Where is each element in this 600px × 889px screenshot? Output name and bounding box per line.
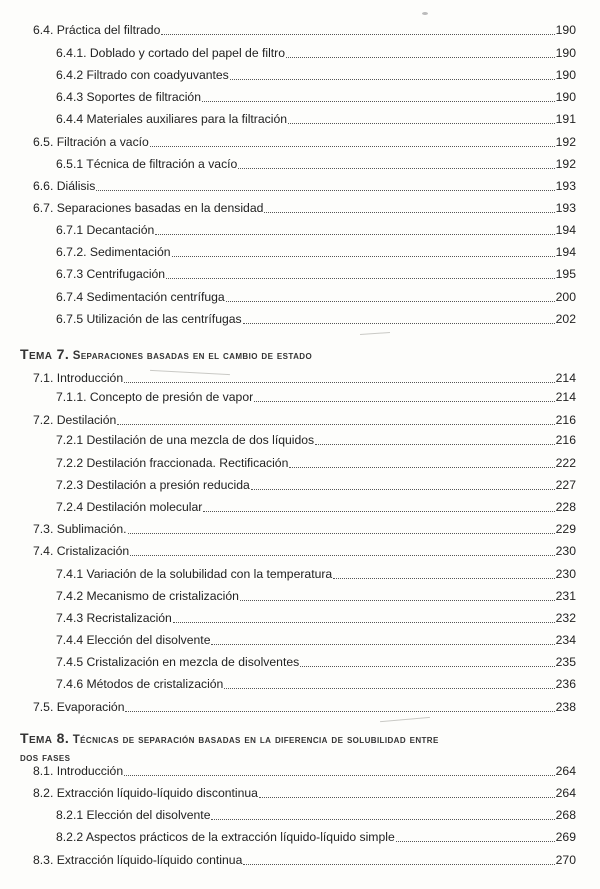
dot-leader: [202, 91, 555, 102]
toc-entry[interactable]: [56, 389, 576, 405]
toc-entry-title: 8.2.2 Aspectos prácticos de la extracción líquido-líquido simple: [56, 830, 395, 844]
toc-entry-title: 7.1. Introducción: [33, 371, 124, 385]
toc-entry-page-number: 216: [555, 413, 576, 427]
toc-entry[interactable]: [33, 521, 576, 537]
dot-leader: [117, 414, 554, 425]
dot-leader: [173, 612, 555, 623]
toc-entry-page-number: 236: [555, 677, 576, 691]
toc-entry-title: 6.7.3 Centrifugación: [56, 267, 166, 281]
toc-entry-page-number: 190: [555, 90, 576, 104]
toc-entry[interactable]: [33, 134, 576, 150]
toc-entry-title: 7.4.1 Variación de la solubilidad con la temperatura: [56, 567, 333, 581]
toc-entry[interactable]: [56, 266, 576, 282]
scan-mark: [360, 332, 390, 335]
toc-entry-title: 8.1. Introducción: [33, 764, 124, 778]
toc-entry-title: 6.7.4 Sedimentación centrífuga: [56, 290, 225, 304]
dot-leader: [243, 313, 555, 324]
toc-entry[interactable]: [56, 829, 576, 845]
dot-leader: [211, 809, 554, 820]
toc-entry[interactable]: [56, 156, 576, 172]
toc-entry-title: 7.4.3 Recristalización: [56, 611, 172, 625]
toc-entry-title: 7.5. Evaporación: [33, 700, 125, 714]
toc-entry-page-number: 230: [555, 567, 576, 581]
toc-entry[interactable]: [56, 610, 576, 626]
dot-leader: [150, 136, 555, 147]
toc-entry-page-number: 214: [555, 390, 576, 404]
toc-entry-page-number: 264: [555, 764, 576, 778]
toc-entry[interactable]: [33, 412, 576, 428]
dot-leader: [300, 656, 554, 667]
toc-entry[interactable]: [56, 432, 576, 448]
toc-entry-page-number: 228: [555, 500, 576, 514]
toc-entry-title: 7.2.4 Destilación molecular: [56, 500, 203, 514]
scan-speck: [422, 12, 428, 15]
toc-entry-page-number: 190: [555, 68, 576, 82]
toc-entry-title: 7.3. Sublimación.: [33, 522, 127, 536]
toc-entry-page-number: 264: [555, 786, 576, 800]
dot-leader: [259, 787, 555, 798]
chapter-number: Tema 7.: [20, 346, 70, 362]
toc-entry[interactable]: [33, 785, 576, 801]
toc-entry-title: 7.4. Cristalización: [33, 544, 130, 558]
toc-entry[interactable]: [56, 654, 576, 670]
toc-entry-title: 7.2.3 Destilación a presión reducida: [56, 478, 250, 492]
toc-entry[interactable]: [33, 22, 576, 38]
chapter-title: Separaciones basadas en el cambio de estado: [72, 350, 313, 362]
dot-leader: [254, 391, 554, 402]
toc-entry-page-number: 268: [555, 808, 576, 822]
toc-entry-page-number: 192: [555, 157, 576, 171]
toc-entry[interactable]: [56, 244, 576, 260]
toc-entry[interactable]: [56, 289, 576, 305]
toc-entry-title: 7.2.2 Destilación fraccionada. Rectificación: [56, 456, 289, 470]
toc-entry-page-number: 190: [555, 23, 576, 37]
toc-entry-page-number: 235: [555, 655, 576, 669]
toc-entry-title: 6.5.1 Técnica de filtración a vacío: [56, 157, 238, 171]
chapter-heading: [20, 345, 312, 365]
toc-entry[interactable]: [56, 111, 576, 127]
toc-entry-title: 6.5. Filtración a vacío: [33, 135, 149, 149]
toc-entry-page-number: 216: [555, 433, 576, 447]
dot-leader: [161, 24, 554, 35]
toc-entry[interactable]: [33, 763, 576, 779]
toc-entry-page-number: 234: [555, 633, 576, 647]
toc-entry-page-number: 193: [555, 179, 576, 193]
toc-entry[interactable]: [33, 699, 576, 715]
dot-leader: [333, 568, 554, 579]
scan-mark: [380, 717, 430, 722]
toc-entry-title: 6.6. Diálisis: [33, 179, 96, 193]
dot-leader: [243, 854, 554, 865]
toc-entry-page-number: 193: [555, 201, 576, 215]
dot-leader: [240, 590, 555, 601]
toc-entry[interactable]: [33, 200, 576, 216]
dot-leader: [315, 434, 555, 445]
toc-entry[interactable]: [56, 67, 576, 83]
chapter-heading: [20, 729, 439, 767]
toc-entry-page-number: 232: [555, 611, 576, 625]
toc-entry-page-number: 190: [555, 46, 576, 60]
toc-entry[interactable]: [56, 588, 576, 604]
dot-leader: [124, 372, 555, 383]
toc-entry[interactable]: [56, 455, 576, 471]
toc-entry-page-number: 227: [555, 478, 576, 492]
dot-leader: [166, 268, 555, 279]
toc-entry-title: 8.2. Extracción líquido-líquido discontinua: [33, 786, 258, 800]
toc-entry-page-number: 214: [555, 371, 576, 385]
dot-leader: [172, 246, 555, 257]
toc-entry-title: 6.4.1. Doblado y cortado del papel de filtro: [56, 46, 286, 60]
dot-leader: [128, 523, 555, 534]
toc-entry-page-number: 202: [555, 312, 576, 326]
toc-entry-title: 6.4. Práctica del filtrado: [33, 23, 161, 37]
toc-entry[interactable]: [56, 676, 576, 692]
toc-entry-title: 7.4.6 Métodos de cristalización: [56, 677, 224, 691]
toc-entry[interactable]: [56, 311, 576, 327]
toc-entry-title: 7.2. Destilación: [33, 413, 117, 427]
dot-leader: [251, 479, 555, 490]
toc-entry-page-number: 231: [555, 589, 576, 603]
dot-leader: [125, 701, 554, 712]
dot-leader: [96, 180, 554, 191]
chapter-title: Técnicas de separación basadas en la diferencia de solubilidad entre: [72, 734, 439, 746]
dot-leader: [238, 158, 554, 169]
toc-entry-title: 8.2.1 Elección del disolvente: [56, 808, 211, 822]
toc-entry[interactable]: [33, 178, 576, 194]
toc-entry-page-number: 270: [555, 853, 576, 867]
dot-leader: [155, 224, 554, 235]
toc-entry-title: 7.4.2 Mecanismo de cristalización: [56, 589, 239, 603]
toc-entry[interactable]: [56, 45, 576, 61]
toc-entry-page-number: 200: [555, 290, 576, 304]
toc-entry-title: 6.4.3 Soportes de filtración: [56, 90, 201, 104]
toc-entry-page-number: 191: [555, 112, 576, 126]
dot-leader: [226, 291, 555, 302]
dot-leader: [211, 634, 554, 645]
toc-entry[interactable]: [56, 632, 576, 648]
toc-entry-page-number: 230: [555, 544, 576, 558]
dot-leader: [264, 202, 554, 213]
toc-entry-title: 7.2.1 Destilación de una mezcla de dos líquidos: [56, 433, 315, 447]
toc-entry[interactable]: [56, 222, 576, 238]
toc-entry[interactable]: [56, 499, 576, 515]
dot-leader: [124, 765, 555, 776]
dot-leader: [289, 457, 554, 468]
chapter-number: Tema 8.: [20, 730, 70, 746]
toc-entry-title: 6.4.4 Materiales auxiliares para la filtración: [56, 112, 287, 126]
toc-entry-page-number: 229: [555, 522, 576, 536]
toc-entry-title: 7.4.4 Elección del disolvente: [56, 633, 211, 647]
toc-entry-title: 7.1.1. Concepto de presión de vapor: [56, 390, 254, 404]
toc-entry-title: 7.4.5 Cristalización en mezcla de disolventes: [56, 655, 300, 669]
toc-entry-title: 6.4.2 Filtrado con coadyuvantes: [56, 68, 229, 82]
dot-leader: [130, 545, 554, 556]
toc-entry-title: 8.3. Extracción líquido-líquido continua: [33, 853, 243, 867]
dot-leader: [396, 831, 555, 842]
toc-entry-page-number: 192: [555, 135, 576, 149]
toc-entry[interactable]: [56, 477, 576, 493]
toc-entry[interactable]: [33, 370, 576, 386]
toc-entry-title: 6.7.2. Sedimentación: [56, 245, 171, 259]
toc-entry-title: 6.7.5 Utilización de las centrífugas: [56, 312, 242, 326]
toc-entry-page-number: 269: [555, 830, 576, 844]
toc-entry[interactable]: [33, 852, 576, 868]
toc-entry-page-number: 222: [555, 456, 576, 470]
toc-entry-title: 6.7. Separaciones basadas en la densidad: [33, 201, 264, 215]
toc-entry[interactable]: [56, 89, 576, 105]
chapter-title: dos fases: [20, 752, 71, 764]
dot-leader: [224, 678, 554, 689]
dot-leader: [203, 501, 554, 512]
dot-leader: [288, 113, 555, 124]
toc-entry-page-number: 238: [555, 700, 576, 714]
dot-leader: [286, 47, 555, 58]
toc-entry-page-number: 195: [555, 267, 576, 281]
toc-entry[interactable]: [56, 807, 576, 823]
toc-entry[interactable]: [56, 566, 576, 582]
toc-entry-page-number: 194: [555, 245, 576, 259]
toc-entry[interactable]: [33, 543, 576, 559]
toc-entry-title: 6.7.1 Decantación: [56, 223, 155, 237]
toc-entry-page-number: 194: [555, 223, 576, 237]
dot-leader: [230, 69, 555, 80]
